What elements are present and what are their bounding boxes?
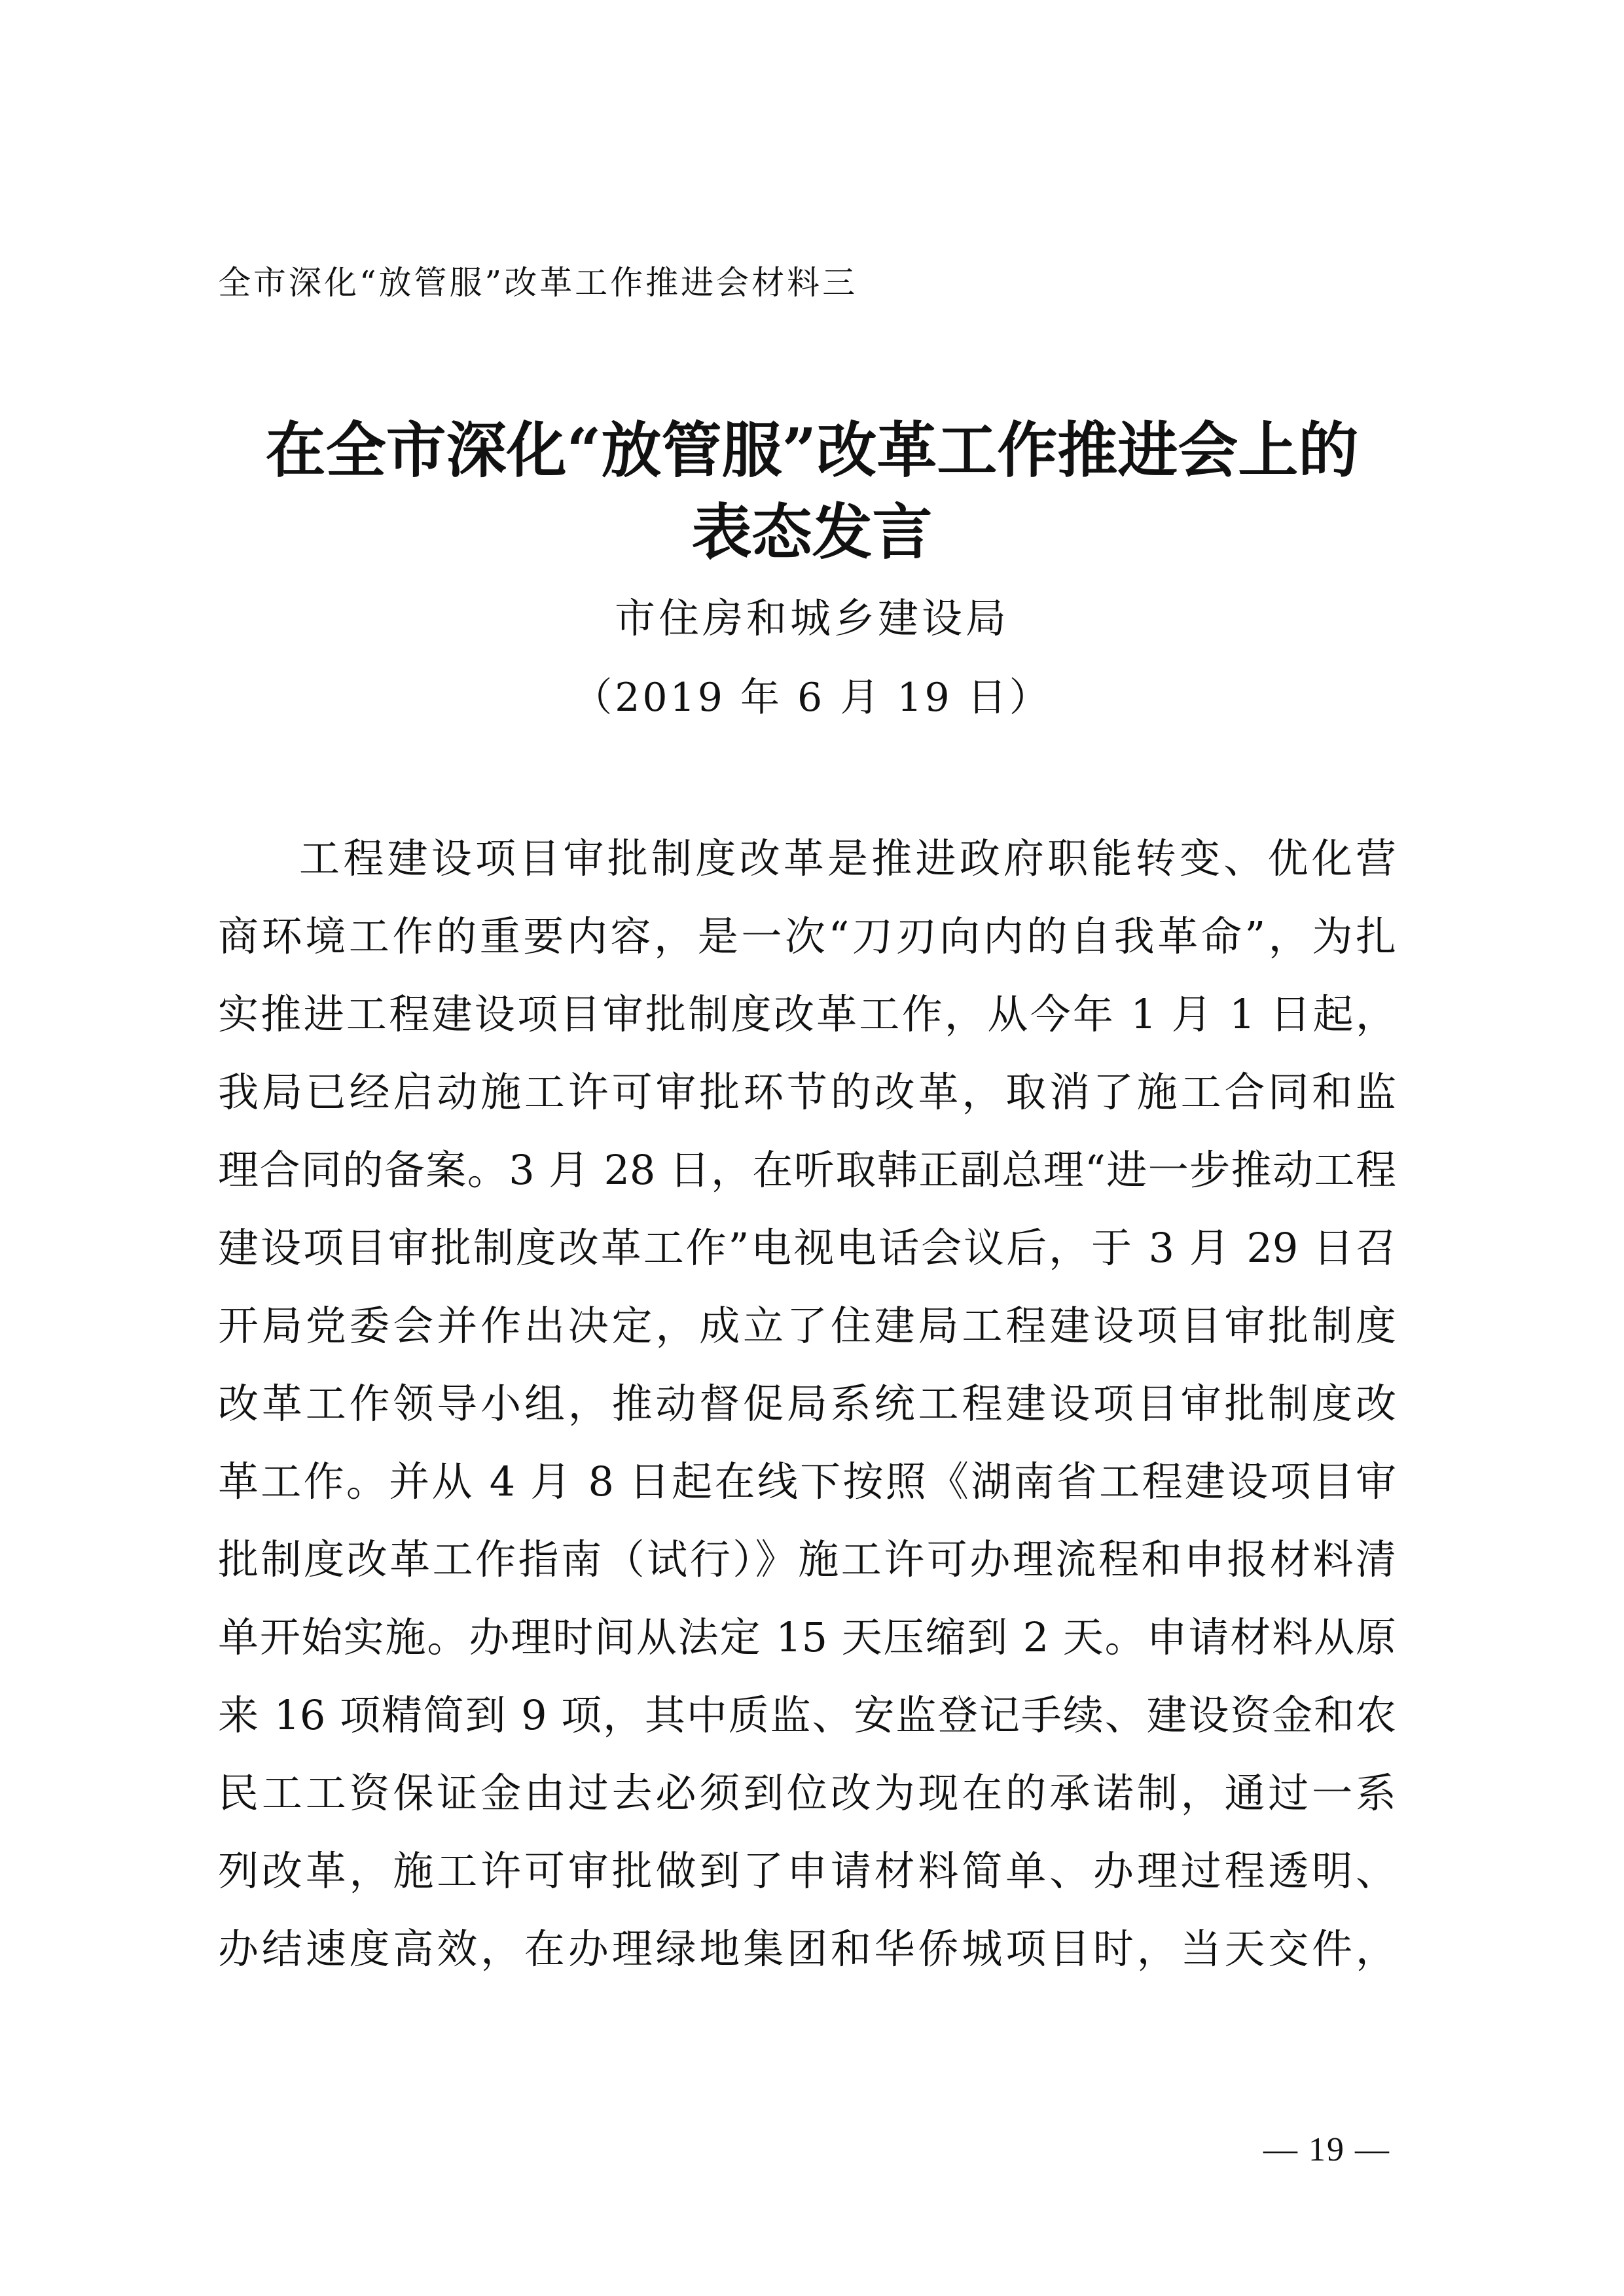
body-line: 理合同的备案。3 月 28 日，在听取韩正副总理“进一步推动工程 bbox=[218, 1146, 1396, 1194]
body-line: 办结速度高效，在办理绿地集团和华侨城项目时，当天交件， bbox=[218, 1925, 1396, 1973]
body-line: 列改革，施工许可审批做到了申请材料简单、办理过程透明、 bbox=[218, 1847, 1396, 1895]
document-title-line-2: 表态发言 bbox=[691, 497, 933, 567]
body-line: 商环境工作的重要内容，是一次“刀刃向内的自我革命”，为扎 bbox=[218, 912, 1396, 960]
body-line: 建设项目审批制度改革工作”电视电话会议后，于 3 月 29 日召 bbox=[218, 1224, 1396, 1272]
body-line: 工程建设项目审批制度改革是推进政府职能转变、优化营 bbox=[299, 834, 1396, 882]
body-line: 单开始实施。办理时间从法定 15 天压缩到 2 天。申请材料从原 bbox=[218, 1613, 1396, 1661]
body-line: 革工作。并从 4 月 8 日起在线下按照《湖南省工程建设项目审 bbox=[218, 1458, 1396, 1505]
body-line: 实推进工程建设项目审批制度改革工作，从今年 1 月 1 日起， bbox=[218, 990, 1396, 1038]
body-line: 开局党委会并作出决定，成立了住建局工程建设项目审批制度 bbox=[218, 1302, 1396, 1350]
document-author: 市住房和城乡建设局 bbox=[614, 594, 1009, 642]
body-line: 民工工资保证金由过去必须到位改为现在的承诺制，通过一系 bbox=[218, 1769, 1396, 1817]
page-number: — 19 — bbox=[1263, 2131, 1390, 2168]
document-header-label: 全市深化“放管服”改革工作推进会材料三 bbox=[218, 264, 858, 302]
body-line: 改革工作领导小组，推动督促局系统工程建设项目审批制度改 bbox=[218, 1380, 1396, 1427]
document-title-line-1: 在全市深化“放管服”改革工作推进会上的 bbox=[265, 415, 1359, 486]
document-body bbox=[218, 819, 1396, 1988]
body-line: 来 16 项精简到 9 项，其中质监、安监登记手续、建设资金和农 bbox=[218, 1691, 1396, 1739]
body-line: 批制度改革工作指南（试行）》施工许可办理流程和申报材料清 bbox=[218, 1535, 1396, 1583]
document-date: （2019 年 6 月 19 日） bbox=[573, 675, 1051, 721]
body-line: 我局已经启动施工许可审批环节的改革，取消了施工合同和监 bbox=[218, 1068, 1396, 1116]
